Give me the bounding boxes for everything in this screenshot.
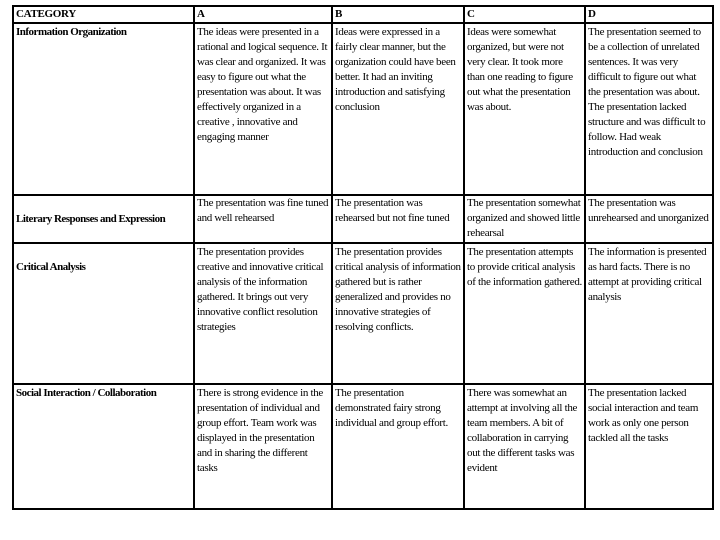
header-row (13, 6, 713, 23)
table-row (13, 384, 713, 509)
cell-c: There was somewhat an attempt at involving all the team members. A bit of collaboration in carrying out the different tasks was evident (464, 384, 585, 509)
cell-a: The ideas were presented in a rational and logical sequence. It was clear and organized. It was easy to figure out what the presentation was about. It was effectively organized in a creative , innovative and engaging manner (194, 23, 332, 195)
cell-c: Ideas were somewhat organized, but were not very clear. It took more than one reading to figure out what the presentation was about. (464, 23, 585, 195)
category-cell: Information Organization (13, 23, 194, 195)
category-cell: Social Interaction / Collaboration (13, 384, 194, 509)
header-d: D (585, 6, 713, 23)
table-row (13, 243, 713, 384)
cell-d: The presentation lacked social interaction and team work as only one person tackled all the tasks (585, 384, 713, 509)
cell-a: There is strong evidence in the presentation of individual and group effort. Team work was displayed in the presentation and in sharing the different tasks (194, 384, 332, 509)
cell-c: The presentation somewhat organized and showed little rehearsal (464, 195, 585, 243)
cell-d: The presentation seemed to be a collection of unrelated sentences. It was very difficult to figure out what the presentation was about. The presentation lacked structure and was difficult to follow. Had weak introduction and conclusion (585, 23, 713, 195)
cell-d: The information is presented as hard facts. There is no attempt at providing critical analysis (585, 243, 713, 384)
cell-d: The presentation was unrehearsed and unorganized (585, 195, 713, 243)
cell-c: The presentation attempts to provide critical analysis of the information gathered. (464, 243, 585, 384)
header-b: B (332, 6, 464, 23)
cell-a: The presentation provides creative and innovative critical analysis of the information gathered. It brings out very innovative conflict resolution strategies (194, 243, 332, 384)
cell-b: The presentation provides critical analysis of information gathered but is rather generalized and provides no innovative strategies of resolving conflicts. (332, 243, 464, 384)
header-category: CATEGORY (13, 6, 194, 23)
table-row (13, 195, 713, 243)
cell-b: The presentation demonstrated fairy strong individual and group effort. (332, 384, 464, 509)
cell-a: The presentation was fine tuned and well rehearsed (194, 195, 332, 243)
header-c: C (464, 6, 585, 23)
cell-b: Ideas were expressed in a fairly clear manner, but the organization could have been better. It had an inviting introduction and satisfying conclusion (332, 23, 464, 195)
header-a: A (194, 6, 332, 23)
category-cell: Critical Analysis (13, 243, 194, 384)
category-cell: Literary Responses and Expression (13, 195, 194, 243)
table-row (13, 23, 713, 195)
rubric-table (12, 5, 714, 510)
cell-b: The presentation was rehearsed but not fine tuned (332, 195, 464, 243)
